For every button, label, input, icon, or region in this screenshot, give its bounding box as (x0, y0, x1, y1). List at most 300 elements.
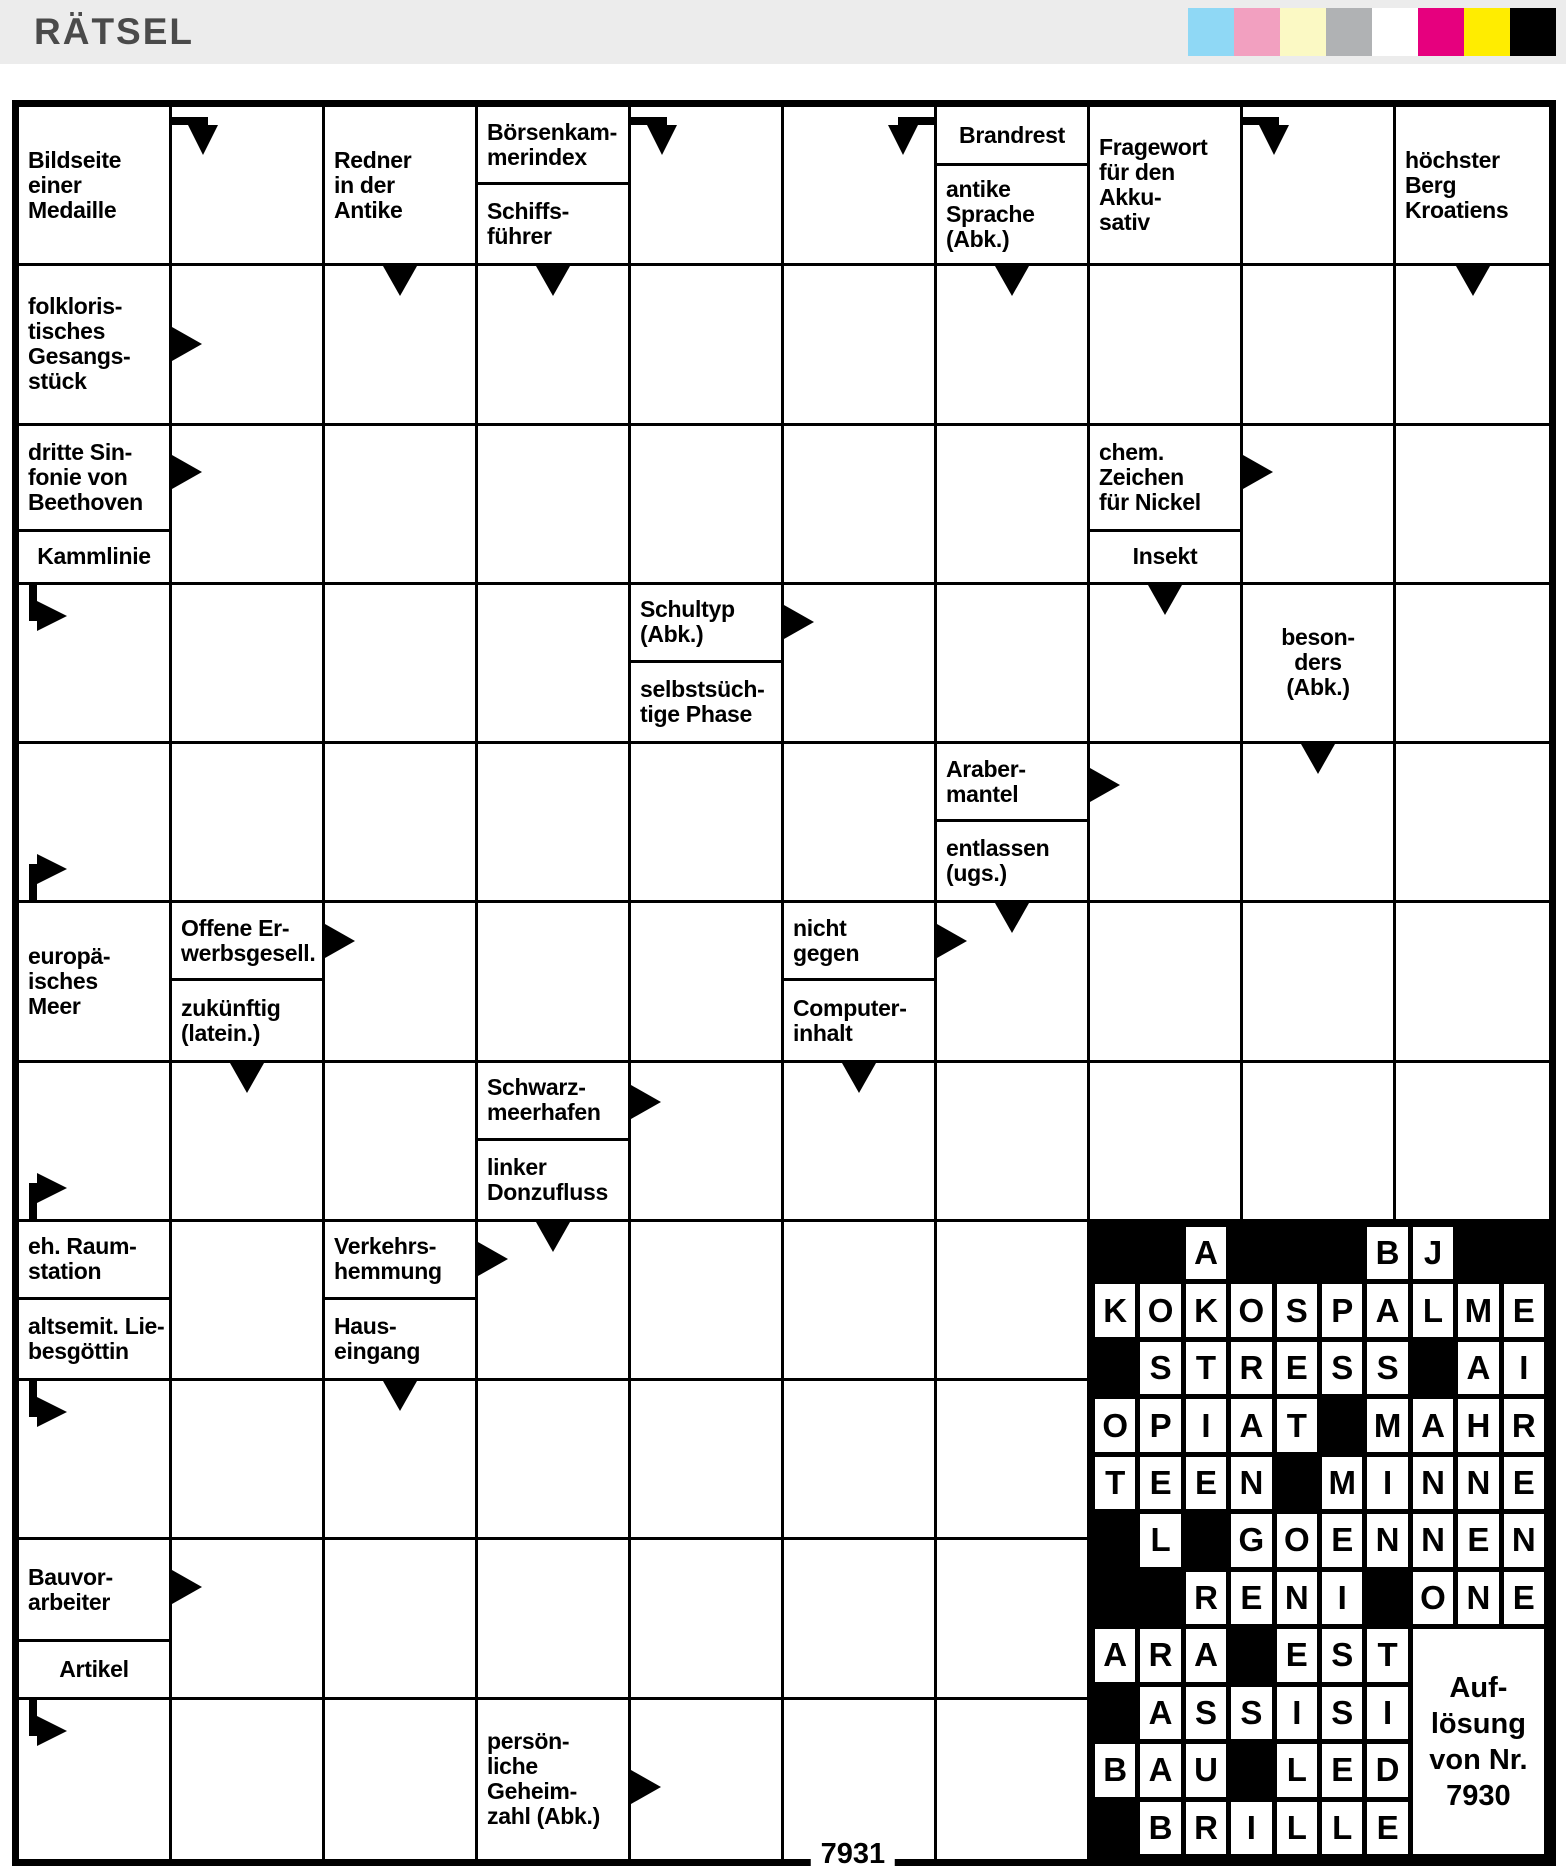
clue-line: station (28, 1258, 102, 1285)
clue-text (19, 426, 169, 532)
crossword (12, 100, 1556, 1870)
answer-cell[interactable] (1243, 744, 1396, 903)
elbow-bottom-right-icon (29, 848, 93, 900)
solution-letter-cell: O (1231, 1284, 1271, 1336)
answer-cell[interactable] (172, 266, 325, 425)
color-swatch (1326, 8, 1372, 56)
arrow-down-icon (1148, 585, 1182, 615)
solution-letter-cell: R (1186, 1572, 1226, 1624)
answer-cell[interactable] (784, 1063, 937, 1222)
solution-letter-cell: O (1277, 1514, 1317, 1566)
clue-line: persön- (487, 1728, 570, 1755)
clue-line: Haus- (334, 1313, 397, 1340)
solution-letter-cell: E (1322, 1744, 1362, 1796)
answer-cell[interactable] (1243, 903, 1396, 1062)
clue-cell (478, 1700, 631, 1859)
clue-line: Kroatiens (1405, 196, 1509, 223)
elbow-bottom-right-icon (29, 1167, 93, 1219)
clue-line: mantel (946, 780, 1019, 807)
solution-black-cell (1186, 1514, 1226, 1566)
clue-line: tisches (28, 318, 106, 345)
solution-letter-cell: N (1458, 1457, 1498, 1509)
solution-letter-cell: O (1413, 1572, 1453, 1624)
clue-line: altsemit. Lie- (28, 1313, 165, 1340)
clue-text (19, 532, 169, 582)
clue-line: besgöttin (28, 1338, 129, 1365)
answer-cell[interactable] (325, 1700, 478, 1859)
clue-line: Offene Er- (181, 914, 290, 941)
clue-cell (937, 107, 1090, 266)
solution-letter-cell: L (1140, 1514, 1180, 1566)
elbow-top-right-icon (29, 1381, 93, 1433)
clue-line: Computer- (793, 994, 907, 1021)
clue-cell (478, 107, 631, 266)
clue-line: entlassen (946, 835, 1050, 862)
clue-line: sativ (1099, 209, 1150, 236)
solution-letter-cell: I (1367, 1687, 1407, 1739)
clue-cell (784, 903, 937, 1062)
answer-cell[interactable] (631, 744, 784, 903)
solution-credit-line: 7930 (1446, 1779, 1511, 1812)
solution-letter-cell: E (1277, 1629, 1317, 1681)
clue-cell (631, 585, 784, 744)
clue-line: Kammlinie (37, 543, 151, 570)
color-swatch (1418, 8, 1464, 56)
solution-letter-cell: E (1458, 1514, 1498, 1566)
answer-cell[interactable] (937, 1381, 1090, 1540)
clue-line: Schultyp (640, 596, 735, 623)
solution-letter-cell: E (1367, 1802, 1407, 1854)
clue-cell (478, 1063, 631, 1222)
solution-letter-cell: K (1095, 1284, 1135, 1336)
solution-black-cell (1413, 1342, 1453, 1394)
answer-cell[interactable] (478, 585, 631, 744)
solution-letter-cell: B (1140, 1802, 1180, 1854)
clue-line: eingang (334, 1338, 421, 1365)
answer-cell[interactable] (937, 585, 1090, 744)
answer-cell[interactable] (784, 744, 937, 903)
solution-letter-cell: E (1186, 1457, 1226, 1509)
clue-line: für Nickel (1099, 488, 1201, 515)
clue-line: Antike (334, 196, 403, 223)
answer-cell[interactable] (1396, 585, 1549, 744)
answer-cell[interactable] (1243, 266, 1396, 425)
clue-line: gegen (793, 939, 860, 966)
solution-letter-cell: A (1186, 1629, 1226, 1681)
solution-letter-cell: P (1140, 1399, 1180, 1451)
clue-line: Schwarz- (487, 1074, 586, 1101)
clue-cell (19, 426, 172, 585)
answer-cell[interactable] (1396, 266, 1549, 425)
clue-line: Geheim- (487, 1778, 577, 1805)
arrow-down-icon (536, 266, 570, 296)
answer-cell[interactable] (1396, 744, 1549, 903)
answer-cell[interactable] (19, 1063, 172, 1222)
clue-line: liche (487, 1753, 538, 1780)
solution-letter-cell: N (1504, 1514, 1544, 1566)
clue-text (172, 903, 322, 981)
answer-cell[interactable] (631, 1063, 784, 1222)
clue-line: stück (28, 368, 87, 395)
solution-letter-cell: L (1277, 1802, 1317, 1854)
answer-cell[interactable] (478, 1222, 631, 1381)
solution-letter-cell: A (1095, 1629, 1135, 1681)
solution-black-cell (1504, 1227, 1544, 1279)
solution-letter-cell: L (1322, 1802, 1362, 1854)
clue-line: merindex (487, 143, 587, 170)
clue-line: (latein.) (181, 1019, 261, 1046)
solution-letter-cell: H (1458, 1399, 1498, 1451)
answer-cell[interactable] (172, 1063, 325, 1222)
color-swatch (1510, 8, 1556, 56)
clue-cell (19, 266, 172, 425)
clue-line: Bildseite (28, 146, 122, 173)
answer-cell[interactable] (1090, 266, 1243, 425)
answer-cell[interactable] (631, 1222, 784, 1381)
solution-letter-cell: S (1367, 1342, 1407, 1394)
solution-letter-cell: A (1458, 1342, 1498, 1394)
clue-line: Donzufluss (487, 1178, 608, 1205)
answer-cell[interactable] (478, 1540, 631, 1699)
solution-black-cell (1095, 1802, 1135, 1854)
clue-line: Insekt (1132, 543, 1198, 570)
solution-black-cell (1095, 1572, 1135, 1624)
arrow-right-icon (172, 455, 202, 489)
clue-line: Gesangs- (28, 343, 131, 370)
clue-text (478, 1063, 628, 1141)
answer-cell[interactable] (325, 1540, 478, 1699)
page-title: RÄTSEL (34, 11, 194, 52)
clue-line: Berg (1405, 171, 1457, 198)
solution-letter-cell: O (1140, 1284, 1180, 1336)
clue-line: arbeiter (28, 1588, 110, 1615)
answer-cell[interactable] (631, 426, 784, 585)
elbow-right-down-icon (882, 117, 934, 181)
clue-line: tige Phase (640, 701, 753, 727)
answer-cell[interactable] (172, 744, 325, 903)
solution-black-cell (1458, 1227, 1498, 1279)
solution-letter-cell: M (1458, 1284, 1498, 1336)
solution-letter-cell: E (1231, 1572, 1271, 1624)
solution-letter-cell: I (1367, 1457, 1407, 1509)
solution-black-cell (1277, 1227, 1317, 1279)
clue-text (1396, 107, 1549, 263)
clue-line: chem. (1099, 438, 1164, 465)
solution-letter-cell: S (1322, 1629, 1362, 1681)
solution-letter-cell: N (1231, 1457, 1271, 1509)
answer-cell[interactable] (1396, 903, 1549, 1062)
answer-cell[interactable] (325, 903, 478, 1062)
answer-cell[interactable] (478, 744, 631, 903)
clue-line: Sprache (946, 201, 1035, 228)
answer-cell[interactable] (478, 903, 631, 1062)
solution-letter-cell: M (1367, 1399, 1407, 1451)
answer-cell[interactable] (325, 266, 478, 425)
clue-cell (325, 107, 478, 266)
arrow-down-icon (536, 1222, 570, 1252)
answer-cell[interactable] (19, 585, 172, 744)
answer-cell[interactable] (784, 585, 937, 744)
solution-black-cell (1367, 1572, 1407, 1624)
clue-text (325, 107, 475, 263)
clue-text (19, 1300, 169, 1378)
solution-letter-cell: D (1367, 1744, 1407, 1796)
solution-letter-cell: E (1504, 1572, 1544, 1624)
answer-cell[interactable] (172, 426, 325, 585)
clue-text (325, 1222, 475, 1300)
clue-text (19, 1642, 169, 1697)
clue-line: in der (334, 171, 395, 198)
answer-cell[interactable] (937, 266, 1090, 425)
solution-letter-cell: S (1140, 1342, 1180, 1394)
answer-cell[interactable] (631, 1700, 784, 1859)
answer-cell[interactable] (172, 107, 325, 266)
answer-cell[interactable] (1243, 107, 1396, 266)
answer-cell[interactable] (1090, 903, 1243, 1062)
solution-grid (1090, 1222, 1549, 1859)
clue-line: beson- (1281, 624, 1355, 651)
solution-letter-cell: N (1277, 1572, 1317, 1624)
clue-line: Schiffs- (487, 198, 569, 225)
solution-letter-cell: L (1277, 1744, 1317, 1796)
arrow-right-icon (631, 1085, 661, 1119)
arrow-down-icon (383, 1381, 417, 1411)
clue-cell (1396, 107, 1549, 266)
arrow-down-icon (842, 1063, 876, 1093)
answer-cell[interactable] (937, 1700, 1090, 1859)
clue-text (784, 981, 934, 1059)
answer-cell[interactable] (325, 1381, 478, 1540)
solution-black-cell (1277, 1457, 1317, 1509)
clue-line: Medaille (28, 196, 117, 223)
clue-text (478, 1700, 628, 1859)
solution-black-cell (1095, 1687, 1135, 1739)
solution-black-cell (1095, 1514, 1135, 1566)
clue-cell (937, 744, 1090, 903)
solution-black-cell (1095, 1342, 1135, 1394)
solution-letter-cell: S (1322, 1687, 1362, 1739)
answer-cell[interactable] (631, 107, 784, 266)
solution-credit-line: von Nr. (1429, 1743, 1528, 1776)
clue-line: Meer (28, 992, 81, 1019)
answer-cell[interactable] (937, 903, 1090, 1062)
clue-line: Brandrest (959, 121, 1065, 148)
solution-letter-cell: G (1231, 1514, 1271, 1566)
answer-cell[interactable] (784, 1700, 937, 1859)
solution-letter-cell: B (1367, 1227, 1407, 1279)
solution-letter-cell: B (1095, 1744, 1135, 1796)
answer-cell[interactable] (937, 426, 1090, 585)
answer-cell[interactable] (631, 1540, 784, 1699)
solution-letter-cell: N (1413, 1457, 1453, 1509)
clue-text (937, 107, 1087, 166)
answer-cell[interactable] (784, 266, 937, 425)
elbow-left-down-icon (172, 117, 224, 181)
answer-cell[interactable] (1090, 744, 1243, 903)
solution-letter-cell: I (1186, 1399, 1226, 1451)
solution-letter-cell: A (1413, 1399, 1453, 1451)
answer-cell[interactable] (172, 1381, 325, 1540)
answer-cell[interactable] (172, 1222, 325, 1381)
clue-line: Zeichen (1099, 463, 1184, 490)
clue-line: isches (28, 967, 98, 994)
arrow-right-icon (172, 1570, 202, 1604)
solution-black-cell (1322, 1399, 1362, 1451)
clue-cell (1243, 585, 1396, 744)
solution-letter-cell: S (1277, 1284, 1317, 1336)
clue-text (784, 903, 934, 981)
clue-line: Araber- (946, 755, 1026, 782)
answer-cell[interactable] (325, 1063, 478, 1222)
clue-line: Akku- (1099, 184, 1162, 211)
answer-cell[interactable] (631, 1381, 784, 1540)
solution-letter-cell: R (1504, 1399, 1544, 1451)
clue-line: (Abk.) (946, 226, 1010, 253)
clue-line: meerhafen (487, 1099, 601, 1126)
answer-cell[interactable] (325, 426, 478, 585)
answer-cell[interactable] (937, 1222, 1090, 1381)
solution-letter-cell: A (1186, 1227, 1226, 1279)
answer-cell[interactable] (172, 1540, 325, 1699)
answer-cell[interactable] (784, 426, 937, 585)
clue-line: Bauvor- (28, 1563, 113, 1590)
clue-line: Redner (334, 146, 412, 173)
solution-black-cell (1231, 1744, 1271, 1796)
clue-line: zukünftig (181, 994, 281, 1021)
answer-cell[interactable] (937, 1540, 1090, 1699)
clue-line: werbsgesell. (181, 939, 316, 966)
answer-cell[interactable] (325, 744, 478, 903)
arrow-right-icon (478, 1242, 508, 1276)
solution-credit-line: lösung (1430, 1707, 1526, 1740)
answer-cell[interactable] (1090, 1063, 1243, 1222)
clue-line: linker (487, 1153, 547, 1180)
clue-line: folkloris- (28, 293, 123, 320)
clue-line: ders (1294, 649, 1342, 676)
clue-cell (19, 107, 172, 266)
arrow-down-icon (230, 1063, 264, 1093)
arrow-right-icon (937, 924, 967, 958)
answer-cell[interactable] (1243, 426, 1396, 585)
solution-black-cell (1322, 1227, 1362, 1279)
clue-line: dritte Sin- (28, 438, 133, 465)
answer-cell[interactable] (784, 1381, 937, 1540)
clue-line: Börsenkam- (487, 118, 617, 145)
elbow-left-down-icon (1243, 117, 1295, 181)
clue-text (19, 107, 169, 263)
arrow-down-icon (1456, 266, 1490, 296)
solution-letter-cell: J (1413, 1227, 1453, 1279)
solution-letter-cell: E (1277, 1342, 1317, 1394)
color-swatch (1464, 8, 1510, 56)
color-swatch (1372, 8, 1418, 56)
answer-cell[interactable] (784, 107, 937, 266)
clue-line: inhalt (793, 1019, 853, 1046)
clue-text (937, 166, 1087, 263)
solution-credit-line: Auf- (1449, 1671, 1508, 1704)
clue-line: Fragewort (1099, 134, 1208, 161)
answer-cell[interactable] (937, 1063, 1090, 1222)
clue-line: (Abk.) (640, 621, 704, 648)
answer-cell[interactable] (172, 1700, 325, 1859)
solution-letter-cell: I (1504, 1342, 1544, 1394)
solution-letter-cell: A (1231, 1399, 1271, 1451)
arrow-right-icon (631, 1770, 661, 1804)
clue-line: nicht (793, 914, 847, 941)
solution-letter-cell: A (1140, 1744, 1180, 1796)
solution-letter-cell: R (1186, 1802, 1226, 1854)
solution-letter-cell: T (1095, 1457, 1135, 1509)
arrow-down-icon (383, 266, 417, 296)
clue-line: selbstsüch- (640, 676, 765, 702)
answer-cell[interactable] (478, 266, 631, 425)
solution-black-cell (1231, 1629, 1271, 1681)
answer-cell[interactable] (172, 585, 325, 744)
answer-cell[interactable] (19, 1381, 172, 1540)
arrow-right-icon (1243, 455, 1273, 489)
answer-cell[interactable] (631, 903, 784, 1062)
clue-text (478, 1141, 628, 1219)
clue-line: führer (487, 223, 552, 250)
clue-cell (1090, 426, 1243, 585)
answer-cell[interactable] (631, 266, 784, 425)
clue-cell (1090, 107, 1243, 266)
clue-cell (19, 1540, 172, 1699)
answer-cell[interactable] (19, 1700, 172, 1859)
arrow-down-icon (1301, 744, 1335, 774)
answer-cell[interactable] (1243, 1063, 1396, 1222)
solution-letter-cell: I (1277, 1687, 1317, 1739)
answer-cell[interactable] (1090, 585, 1243, 744)
solution-letter-cell: A (1140, 1687, 1180, 1739)
clue-text (631, 585, 781, 663)
clue-line: eh. Raum- (28, 1233, 137, 1260)
solution-letter-cell: T (1367, 1629, 1407, 1681)
answer-cell[interactable] (784, 1222, 937, 1381)
answer-cell[interactable] (1396, 1063, 1549, 1222)
answer-cell[interactable] (478, 1381, 631, 1540)
answer-cell[interactable] (478, 426, 631, 585)
clue-text (631, 663, 781, 741)
solution-letter-cell: N (1367, 1514, 1407, 1566)
clue-cell (19, 903, 172, 1062)
solution-letter-cell: S (1322, 1342, 1362, 1394)
solution-black-cell (1140, 1572, 1180, 1624)
clue-line: fonie von (28, 463, 128, 490)
solution-letter-cell: R (1140, 1629, 1180, 1681)
answer-cell[interactable] (784, 1540, 937, 1699)
answer-cell[interactable] (1396, 426, 1549, 585)
clue-text (1243, 585, 1393, 741)
answer-cell[interactable] (19, 744, 172, 903)
clue-text (19, 903, 169, 1059)
arrow-right-icon (172, 327, 202, 361)
clue-text (172, 981, 322, 1059)
clue-line: einer (28, 171, 82, 198)
solution-letter-cell: R (1231, 1342, 1271, 1394)
solution-letter-cell: K (1186, 1284, 1226, 1336)
clue-line: hemmung (334, 1258, 442, 1285)
arrow-down-icon (995, 266, 1029, 296)
clue-text (19, 266, 169, 422)
clue-cell (325, 1222, 478, 1381)
answer-cell[interactable] (325, 585, 478, 744)
clue-cell (19, 1222, 172, 1381)
solution-letter-cell: P (1322, 1284, 1362, 1336)
clue-line: antike (946, 176, 1011, 203)
clue-cell (172, 903, 325, 1062)
clue-text (1090, 532, 1240, 582)
